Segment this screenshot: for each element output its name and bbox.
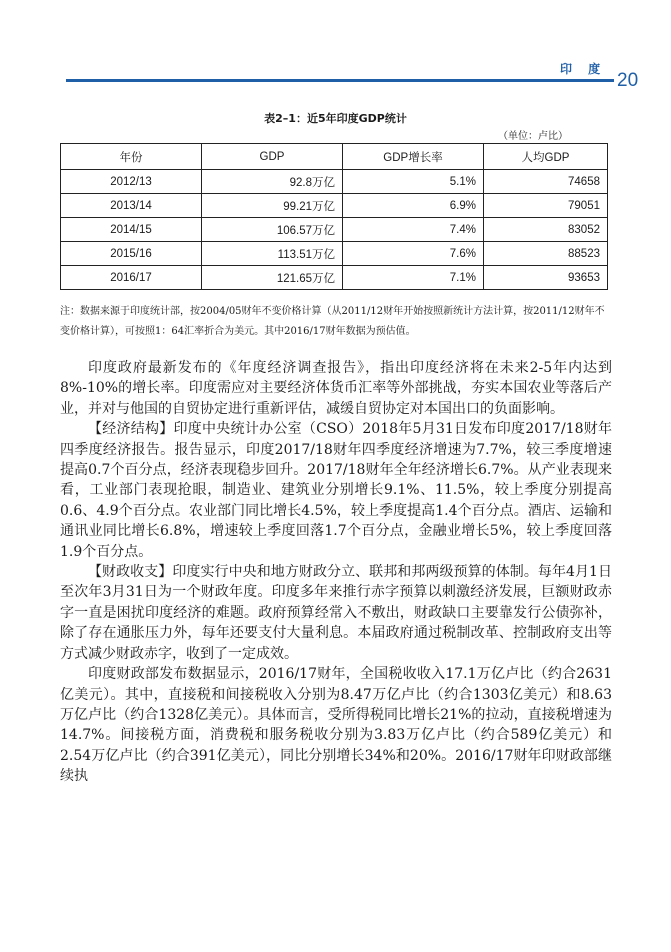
page-number: 20 bbox=[617, 70, 639, 91]
table-cell: 2014/15 bbox=[61, 218, 202, 242]
table-cell: 106.57万亿 bbox=[202, 218, 343, 242]
column-header: GDP增长率 bbox=[343, 144, 484, 170]
table-cell: 2016/17 bbox=[61, 266, 202, 290]
table-cell: 113.51万亿 bbox=[202, 242, 343, 266]
table-cell: 93653 bbox=[484, 266, 608, 290]
running-header-section: 印 度 bbox=[560, 62, 607, 76]
table-cell: 7.6% bbox=[343, 242, 484, 266]
table-cell: 74658 bbox=[484, 170, 608, 194]
table-unit: （单位：卢比） bbox=[498, 131, 568, 142]
column-header: 年份 bbox=[61, 144, 202, 170]
paragraph: 印度财政部发布数据显示，2016/17财年，全国税收收入17.1万亿卢比（约合2631亿美元）。其中，直接税和间接税收入分别为8.47万亿卢比（约合1303亿美元）和8.63万亿卢比（约合1328亿美元）。具体而言，受所得税同比增长21%的拉动，直接税增速为14.7%。间接税方面，消费税和服务税收分别为3.83万亿卢比（约合589亿美元）和2.54万亿卢比（约合391亿美元），同比分别增长34%和20%。2016/17财年印财政部继续执 bbox=[60, 666, 612, 785]
table-cell: 83052 bbox=[484, 218, 608, 242]
table-row bbox=[61, 170, 608, 194]
table-cell: 7.4% bbox=[343, 218, 484, 242]
table-row bbox=[61, 194, 608, 218]
paragraph: 【财政收支】印度实行中央和地方财政分立、联邦和邦两级预算的体制。每年4月1日至次年3月31日为一个财政年度。印度多年来推行赤字预算以刺激经济发展，巨额财政赤字一直是困扰印度经济的难题。政府预算经常入不敷出，财政缺口主要靠发行公债弥补，除了存在通胀压力外，每年还要支付大量利息。本届政府通过税制改革、控制政府支出等方式减少财政赤字，收到了一定成效。 bbox=[60, 564, 612, 662]
table-cell: 92.8万亿 bbox=[202, 170, 343, 194]
table-cell: 2015/16 bbox=[61, 242, 202, 266]
column-header: GDP bbox=[202, 144, 343, 170]
table-cell: 79051 bbox=[484, 194, 608, 218]
table-cell: 6.9% bbox=[343, 194, 484, 218]
body-text bbox=[60, 358, 612, 787]
table-cell: 5.1% bbox=[343, 170, 484, 194]
paragraph: 【经济结构】印度中央统计办公室（CSO）2018年5月31日发布印度2017/18财年四季度经济报告。报告显示，印度2017/18财年四季度经济增速为7.7%，较三季度增速提高0.7个百分点，经济表现稳步回升。2017/18财年全年经济增长6.7%。从产业表现来看，工业部门表现抢眼，制造业、建筑业分别增长9.1%、11.5%，较上季度分别提高0.6、4.9个百分点。农业部门同比增长4.5%，较上季度提高1.4个百分点。酒店、运输和通讯业同比增长6.8%，增速较上季度回落1.7个百分点，金融业增长5%，较上季度回落1.9个百分点。 bbox=[60, 421, 612, 560]
table-row bbox=[61, 218, 608, 242]
table-cell: 121.65万亿 bbox=[202, 266, 343, 290]
table-cell: 2013/14 bbox=[61, 194, 202, 218]
table-title: 表2–1：近5年印度GDP统计 bbox=[264, 112, 407, 125]
gdp-table bbox=[60, 143, 608, 290]
table-footnote: 注：数据来源于印度统计部，按2004/05财年不变价格计算（从2011/12财年开始按照新统计方法计算，按2011/12财年不变价格计算），可按照1：64汇率折合为美元。其中2016/17财年数据为预估值。 bbox=[60, 306, 605, 337]
table-cell: 99.21万亿 bbox=[202, 194, 343, 218]
column-header: 人均GDP bbox=[484, 144, 608, 170]
table-cell: 7.1% bbox=[343, 266, 484, 290]
table-cell: 88523 bbox=[484, 242, 608, 266]
table-header-row bbox=[61, 144, 608, 170]
table-row bbox=[61, 266, 608, 290]
table-row bbox=[61, 242, 608, 266]
table-cell: 2012/13 bbox=[61, 170, 202, 194]
paragraph: 印度政府最新发布的《年度经济调查报告》，指出印度经济将在未来2-5年内达到8%-10%的增长率。印度需应对主要经济体货币汇率等外部挑战，夯实本国农业等落后产业，并对与他国的自贸协定进行重新评估，减缓自贸协定对本国出口的负面影响。 bbox=[60, 360, 612, 417]
header-rule bbox=[66, 79, 614, 82]
